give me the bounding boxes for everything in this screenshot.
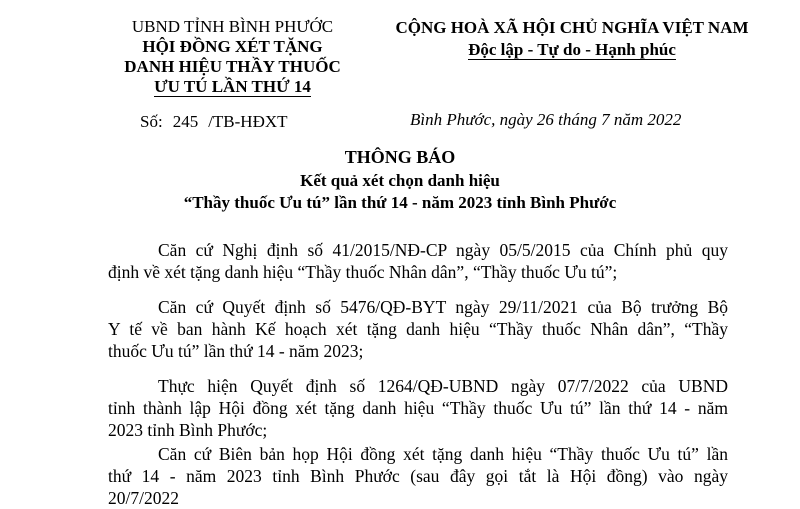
notice-subtitle-1: Kết quả xét chọn danh hiệu — [300, 171, 500, 190]
national-motto: Độc lập - Tự do - Hạnh phúc — [468, 40, 676, 59]
paragraph-line: thuốc Ưu tú” lần thứ 14 - năm 2023; — [108, 341, 364, 361]
paragraph-line: Căn cứ Biên bản họp Hội đồng xét tặng danh hiệu “Thầy thuốc Ưu tú” lần — [158, 444, 728, 464]
document-number — [140, 112, 288, 132]
notice-subtitle-2: “Thầy thuốc Ưu tú” lần thứ 14 - năm 2023 tỉnh Bình Phước — [183, 193, 617, 212]
paragraph-decree — [108, 239, 728, 283]
doc-number-value: 245 — [172, 112, 199, 131]
notice-title: THÔNG BÁO — [344, 147, 456, 167]
doc-number-prefix: Số: — [140, 112, 163, 131]
paragraph-ministry-decision — [108, 296, 728, 362]
council-name-line2: DANH HIỆU THẦY THUỐC — [124, 57, 341, 76]
paragraph-province-decision — [108, 375, 728, 441]
paragraph-line: thứ 14 - năm 2023 tỉnh Bình Phước (sau đây gọi tắt là Hội đồng) vào ngày — [108, 466, 728, 486]
paragraph-line: 20/7/2022 — [108, 488, 179, 508]
province-committee: UBND TỈNH BÌNH PHƯỚC — [131, 17, 334, 36]
paragraph-line: Thực hiện Quyết định số 1264/QĐ-UBND ngày 07/7/2022 của UBND — [158, 376, 728, 396]
paragraph-line: Y tế về ban hành Kế hoạch xét tặng danh hiệu “Thầy thuốc Nhân dân”, “Thầy — [108, 319, 728, 339]
paragraph-line: tỉnh thành lập Hội đồng xét tặng danh hiệu “Thầy thuốc Ưu tú” lần thứ 14 - năm — [108, 398, 728, 418]
paragraph-line: 2023 tỉnh Bình Phước; — [108, 420, 268, 440]
paragraph-line: định về xét tặng danh hiệu “Thầy thuốc Nhân dân”, “Thầy thuốc Ưu tú”; — [108, 262, 618, 282]
paragraph-line: Căn cứ Quyết định số 5476/QĐ-BYT ngày 29/11/2021 của Bộ trưởng Bộ — [158, 297, 728, 317]
paragraph-line: Căn cứ Nghị định số 41/2015/NĐ-CP ngày 05/5/2015 của Chính phủ quy — [158, 240, 728, 260]
council-name-line3: ƯU TÚ LẦN THỨ 14 — [154, 77, 311, 96]
document-date: Bình Phước, ngày 26 tháng 7 năm 2022 — [410, 110, 682, 129]
issuing-authority — [105, 17, 360, 97]
doc-number-suffix: /TB-HĐXT — [208, 112, 288, 131]
council-name-line1: HỘI ĐỒNG XÉT TẶNG — [142, 37, 323, 56]
paragraph-meeting-minutes — [108, 443, 728, 509]
national-header — [372, 17, 772, 61]
country-name: CỘNG HOÀ XÃ HỘI CHỦ NGHĨA VIỆT NAM — [395, 18, 749, 37]
